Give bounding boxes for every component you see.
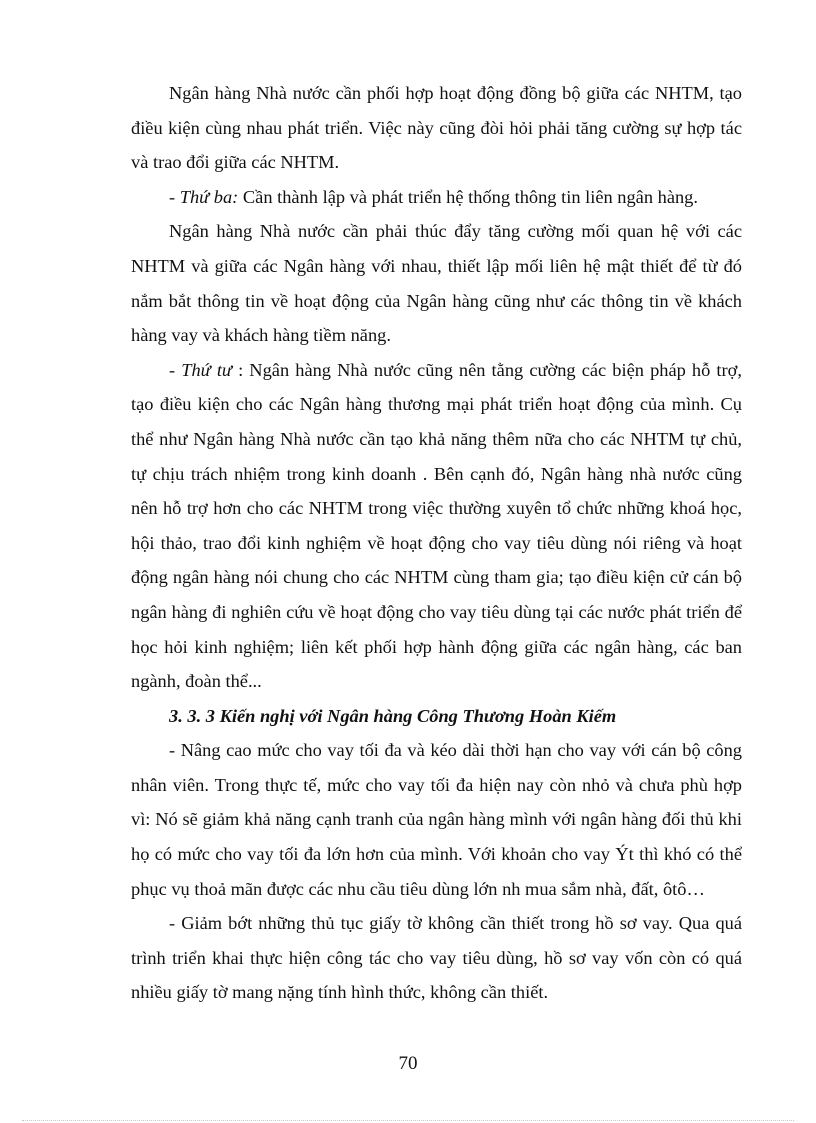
text-thu-ba: Cần thành lập và phát triển hệ thống thông tin liên ngân hàng. <box>238 186 698 207</box>
paragraph-thu-ba: - Thứ ba: Cần thành lập và phát triển hệ thống thông tin liên ngân hàng. <box>169 186 698 207</box>
paragraph-nhnn-coordination: Ngân hàng Nhà nước cần phối hợp hoạt động đồng bộ giữa các NHTM, tạo điều kiện cùng nhau phát triển. Việc này cũng đòi hỏi phải tăng cường sự hợp tác và trao đổi giữa các NHTM. <box>131 83 742 173</box>
footer-divider <box>22 1120 794 1121</box>
paragraph-loan-limit: - Nâng cao mức cho vay tối đa và kéo dài thời hạn cho vay với cán bộ công nhân viên. Trong thực tế, mức cho vay tối đa hiện nay còn nhỏ và chưa phù hợp vì: Nó sẽ giảm khả năng cạnh tranh của ngân hàng mình với ngân hàng đối thủ khi họ có mức cho vay tối đa lớn hơn của mình. Với khoản cho vay Ýt thì khó có thể phục vụ thoả mãn được các nhu cầu tiêu dùng lớn nh mua sắm nhà, đất, ôtô… <box>131 740 742 899</box>
text-thu-tu: : Ngân hàng Nhà nước cũng nên tằng cường các biện pháp hỗ trợ, tạo điều kiện cho các Ngân hàng thương mại phát triển hoạt động của mình. Cụ thể như Ngân hàng Nhà nước cần tạo khả năng thêm nữa cho các NHTM tự chủ, tự chịu trách nhiệm trong kinh doanh . Bên cạnh đó, Ngân hàng nhà nước cũng nên hỗ trợ hơn cho các NHTM trong việc thường xuyên tổ chức những khoá học, hội thảo, trao đổi kinh nghiệm về hoạt động cho vay tiêu dùng nói riêng và hoạt động ngân hàng nói chung cho các NHTM cùng tham gia; tạo điều kiện cử cán bộ ngân hàng đi nghiên cứu về hoạt động cho vay tiêu dùng tại các nước phát triển để học hỏi kinh nghiệm; liên kết phối hợp hành động giữa các ngân hàng, các ban ngành, đoàn thể... <box>131 359 742 692</box>
paragraph-paperwork: - Giảm bớt những thủ tục giấy tờ không cần thiết trong hồ sơ vay. Qua quá trình triển khai thực hiện công tác cho vay tiêu dùng, hồ sơ vay vốn còn có quá nhiều giấy tờ mang nặng tính hình thức, không cần thiết. <box>131 913 742 1003</box>
page-number: 70 <box>398 1053 418 1074</box>
paragraph-thu-tu: - Thứ tư : Ngân hàng Nhà nước cũng nên tằng cường các biện pháp hỗ trợ, tạo điều kiện cho các Ngân hàng thương mại phát triển hoạt động của mình. Cụ thể như Ngân hàng Nhà nước cần tạo khả năng thêm nữa cho các NHTM tự chủ, tự chịu trách nhiệm trong kinh doanh . Bên cạnh đó, Ngân hàng nhà nước cũng nên hỗ trợ hơn cho các NHTM trong việc thường xuyên tổ chức những khoá học, hội thảo, trao đổi kinh nghiệm về hoạt động cho vay tiêu dùng nói riêng và hoạt động ngân hàng nói chung cho các NHTM cùng tham gia; tạo điều kiện cử cán bộ ngân hàng đi nghiên cứu về hoạt động cho vay tiêu dùng tại các nước phát triển để học hỏi kinh nghiệm; liên kết phối hợp hành động giữa các ngân hàng, các ban ngành, đoàn thể... <box>131 359 742 692</box>
section-heading: 3. 3. 3 Kiến nghị với Ngân hàng Công Thương Hoàn Kiếm <box>169 705 617 726</box>
paragraph-relations: Ngân hàng Nhà nước cần phải thúc đẩy tăng cường mối quan hệ với các NHTM và giữa các Ngân hàng với nhau, thiết lập mối liên hệ mật thiết để từ đó nắm bắt thông tin về hoạt động của Ngân hàng cũng như các thông tin về khách hàng vay và khách hàng tiềm năng. <box>131 221 742 346</box>
label-thu-tu: Thứ tư <box>181 359 232 380</box>
body-text <box>131 76 742 1010</box>
label-thu-ba: Thứ ba: <box>179 186 239 207</box>
